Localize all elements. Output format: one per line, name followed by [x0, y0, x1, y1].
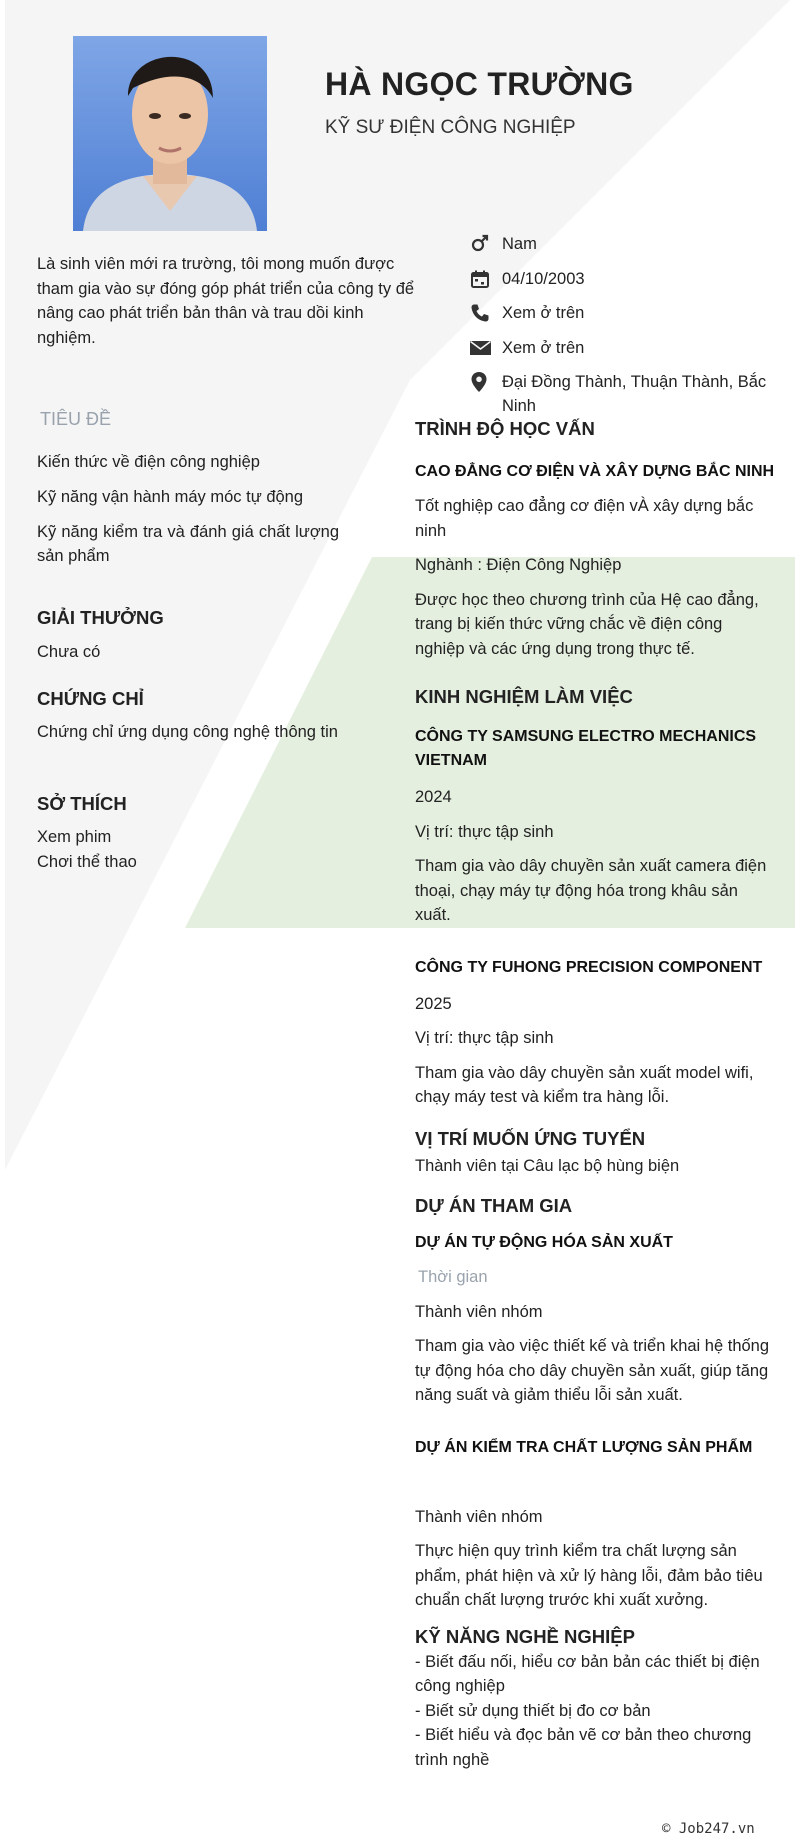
- skill-item: Kiến thức về điện công nghiệp: [37, 453, 260, 471]
- contact-phone: [470, 301, 790, 325]
- objective-title: VỊ TRÍ MUỐN ỨNG TUYỂN: [415, 1127, 646, 1149]
- project-role: Thành viên nhóm: [415, 1507, 543, 1526]
- contact-address: [470, 370, 790, 418]
- project-role: Thành viên nhóm: [415, 1302, 543, 1321]
- job-position: Vị trí: thực tập sinh: [415, 822, 554, 841]
- awards-text: Chưa có: [37, 643, 101, 661]
- objective-text: Thành viên tại Câu lạc bộ hùng biện: [415, 1156, 680, 1175]
- email-icon: [470, 336, 502, 360]
- address-value: Đại Đồng Thành, Thuận Thành, Bắc Ninh: [502, 373, 767, 415]
- skill-item: Kỹ năng kiểm tra và đánh giá chất lượng sản phẩm: [37, 523, 339, 565]
- about-text: Là sinh viên mới ra trường, tôi mong muốn được tham gia vào sự đóng góp phát triển của công ty để nâng cao phát triển bản thân và trau dồi kinh nghiệm.: [37, 255, 415, 347]
- contact-gender: [470, 232, 790, 256]
- job-year: 2025: [415, 994, 452, 1013]
- project-description: Thực hiện quy trình kiểm tra chất lượng sản phẩm, phát hiện và xử lý hàng lỗi, đảm bảo tiêu chuẩn chất lượng trước khi xuất xưởng.: [415, 1542, 763, 1609]
- professional-skill-item: - Biết hiểu và đọc bản vẽ cơ bản theo chương trình nghề: [415, 1726, 752, 1769]
- education-description: Được học theo chương trình của Hệ cao đẳng, trang bị kiến thức vững chắc về điện công nghiệp và các ứng dụng trong thực tế.: [415, 590, 759, 658]
- certificates-title: CHỨNG CHỈ: [37, 688, 144, 709]
- gender-value: Nam: [502, 235, 537, 253]
- gender-icon: [470, 232, 502, 256]
- education-school: CAO ĐẲNG CƠ ĐIỆN VÀ XÂY DỰNG BẮC NINH: [415, 463, 775, 480]
- phone-value: Xem ở trên: [502, 304, 585, 322]
- job-position: Vị trí: thực tập sinh: [415, 1029, 554, 1047]
- contact-birthday: [470, 267, 790, 291]
- job-description: Tham gia vào dây chuyền sản xuất model wifi, chạy máy test và kiểm tra hàng lỗi.: [415, 1063, 754, 1106]
- job-year: 2024: [415, 788, 452, 806]
- birthday-value: 04/10/2003: [502, 269, 585, 288]
- job-title: KỸ SƯ ĐIỆN CÔNG NGHIỆP: [325, 117, 576, 138]
- hobbies-title: SỞ THÍCH: [37, 793, 127, 814]
- project-description: Tham gia vào việc thiết kế và triển khai hệ thống tự động hóa cho dây chuyền sản xuất, giúp tăng năng suất và giảm thiểu lỗi sản xuất.: [415, 1337, 770, 1404]
- footer-brand: © Job247.vn: [662, 1821, 755, 1837]
- contact-info: [470, 232, 790, 429]
- project-name: DỰ ÁN TỰ ĐỘNG HÓA SẢN XUẤT: [415, 1234, 673, 1251]
- skill-item: Kỹ năng vận hành máy móc tự động: [37, 488, 304, 506]
- project-name: DỰ ÁN KIỂM TRA CHẤT LƯỢNG SẢN PHẨM: [415, 1438, 753, 1456]
- certificates-text: Chứng chỉ ứng dụng công nghệ thông tin: [37, 723, 338, 741]
- professional-skill-item: - Biết sử dụng thiết bị đo cơ bản: [415, 1701, 651, 1720]
- candidate-name: HÀ NGỌC TRƯỜNG: [325, 66, 634, 102]
- professional-skills-title: KỸ NĂNG NGHỀ NGHIỆP: [415, 1625, 635, 1647]
- right-column: [415, 418, 775, 1772]
- project-time: Thời gian: [418, 1268, 488, 1286]
- job-company: CÔNG TY FUHONG PRECISION COMPONENT: [415, 958, 763, 976]
- skills-section-title: TIÊU ĐỀ: [40, 409, 112, 429]
- location-pin-icon: [470, 370, 502, 394]
- job-description: Tham gia vào dây chuyền sản xuất camera điện thoại, chạy máy tự động hóa trong khâu sản xuất.: [415, 857, 767, 924]
- calendar-icon: [470, 267, 502, 291]
- education-degree: Tốt nghiệp cao đẳng cơ điện vÀ xây dựng bắc ninh: [415, 497, 754, 540]
- email-value: Xem ở trên: [502, 338, 585, 357]
- job-company: CÔNG TY SAMSUNG ELECTRO MECHANICS VIETNAM: [415, 728, 757, 769]
- projects-title: DỰ ÁN THAM GIA: [415, 1195, 573, 1216]
- awards-title: GIẢI THƯỞNG: [37, 607, 164, 628]
- hobby-item: Xem phim: [37, 828, 112, 846]
- education-major: Nghành : Điện Công Nghiệp: [415, 556, 622, 574]
- profile-photo: [73, 36, 267, 231]
- professional-skill-item: - Biết đấu nối, hiểu cơ bản bản các thiết bị điện công nghiệp: [415, 1652, 760, 1695]
- education-title: TRÌNH ĐỘ HỌC VẤN: [415, 418, 595, 439]
- hobby-item: Chơi thể thao: [37, 853, 137, 871]
- experience-title: KINH NGHIỆM LÀM VIỆC: [415, 686, 633, 707]
- contact-email: [470, 336, 790, 360]
- phone-icon: [470, 301, 502, 325]
